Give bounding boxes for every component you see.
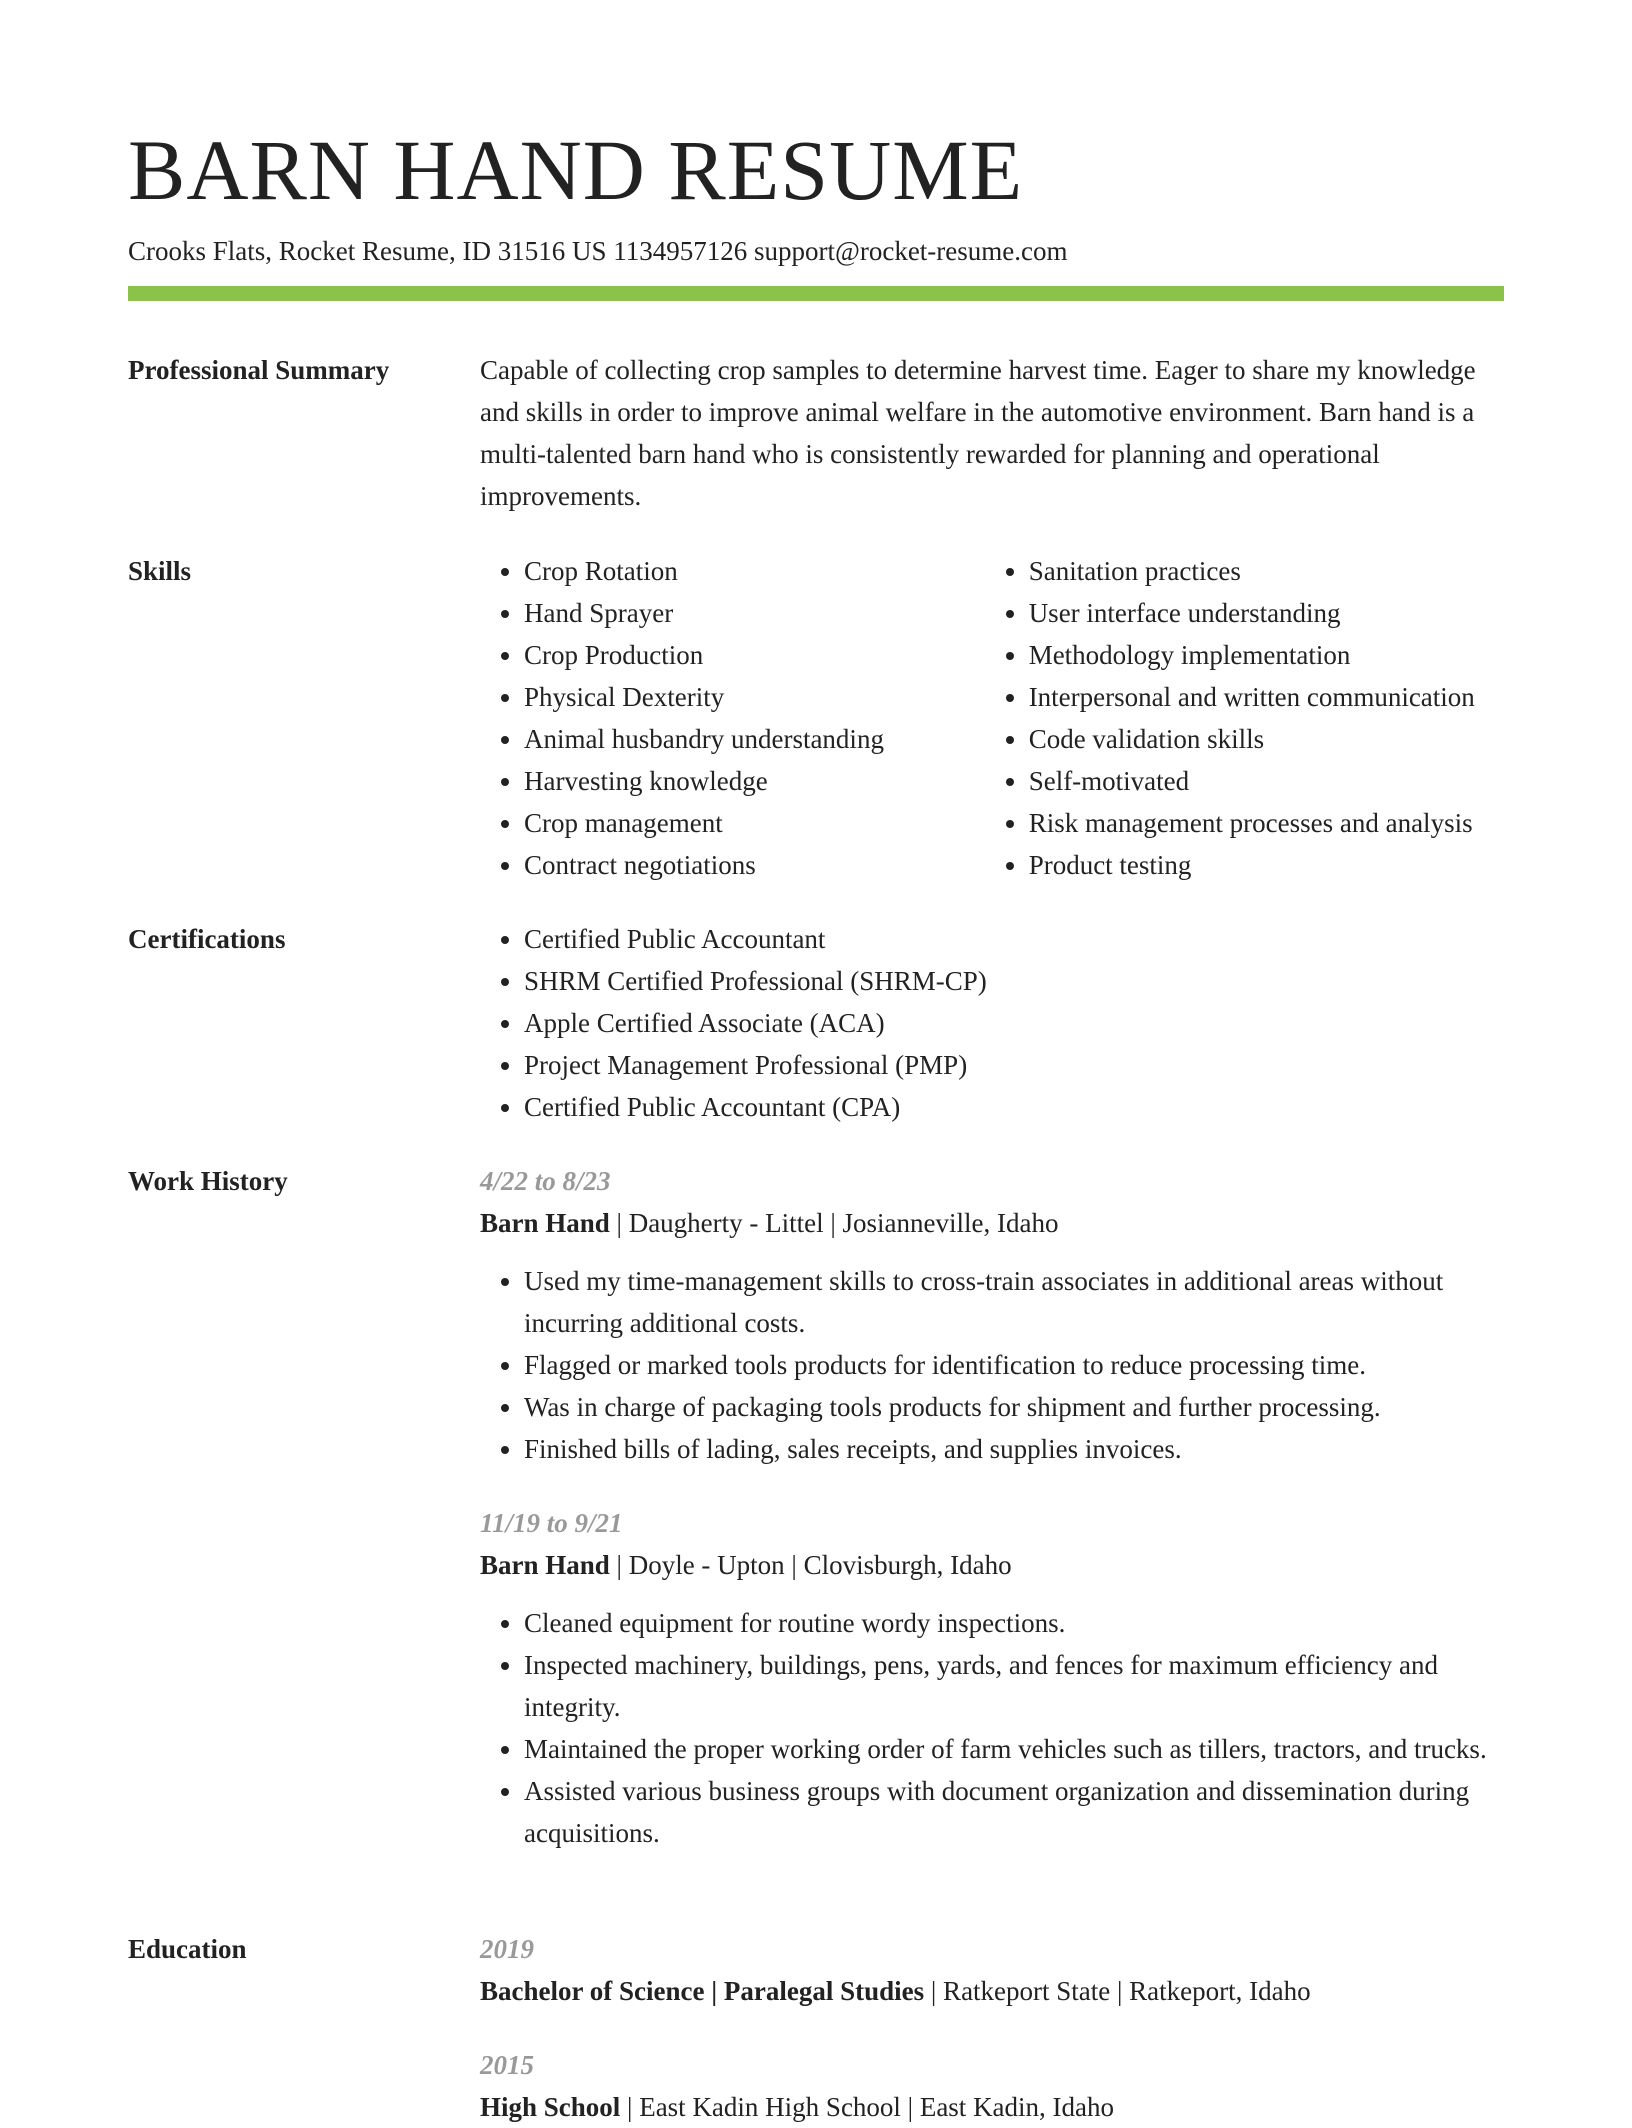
- skill-item: • User interface understanding: [1029, 592, 1504, 634]
- job-dates: 4/22 to 8/23: [480, 1166, 611, 1196]
- education-details: | East Kadin High School | East Kadin, Idaho: [620, 2092, 1115, 2122]
- skills-label: Skills: [128, 556, 192, 586]
- education-entry: [480, 2044, 1504, 2128]
- work-history-body-2: [480, 1502, 1504, 1854]
- job-bullet: • Cleaned equipment for routine wordy inspections.: [524, 1602, 1504, 1644]
- job-entry: [480, 1502, 1504, 1854]
- education-label: Education: [128, 1934, 247, 1964]
- job-bullet: • Finished bills of lading, sales receipts, and supplies invoices.: [524, 1428, 1504, 1470]
- skill-item: • Methodology implementation: [1029, 634, 1504, 676]
- job-details: | Doyle - Upton | Clovisburgh, Idaho: [609, 1550, 1012, 1580]
- summary-label: Professional Summary: [128, 355, 390, 385]
- skill-item: • Contract negotiations: [524, 844, 985, 886]
- education-degree: High School: [480, 2092, 621, 2122]
- skill-item: • Crop management: [524, 802, 985, 844]
- skill-item: • Self-motivated: [1029, 760, 1504, 802]
- certification-item: • Certified Public Accountant: [524, 918, 1504, 960]
- job-entry: [480, 1160, 1504, 1470]
- contact-line: Crooks Flats, Rocket Resume, ID 31516 US 1134957126 support@rocket-resume.com: [128, 236, 1068, 266]
- education-degree: Bachelor of Science | Paralegal Studies: [480, 1976, 925, 2006]
- skill-item: • Interpersonal and written communication: [1029, 676, 1504, 718]
- certifications-label: Certifications: [128, 924, 286, 954]
- certification-item: • Certified Public Accountant (CPA): [524, 1086, 1504, 1128]
- skill-item: • Crop Rotation: [524, 550, 985, 592]
- certifications-list: [480, 918, 1504, 1128]
- work-history-label: Work History: [128, 1166, 288, 1196]
- skill-item: • Physical Dexterity: [524, 676, 985, 718]
- resume-header: [128, 120, 1504, 268]
- job-bullet: • Inspected machinery, buildings, pens, yards, and fences for maximum efficiency and integrity.: [524, 1644, 1504, 1728]
- skill-item: • Animal husbandry understanding: [524, 718, 985, 760]
- education-heading: [480, 2086, 1504, 2128]
- job-details: | Daugherty - Littel | Josianneville, Idaho: [609, 1208, 1059, 1238]
- job-heading: [480, 1202, 1504, 1244]
- skill-item: • Product testing: [1029, 844, 1504, 886]
- job-bullets: [480, 1602, 1504, 1854]
- work-history-body: [480, 1160, 1504, 1470]
- job-bullet: • Maintained the proper working order of farm vehicles such as tillers, tractors, and trucks.: [524, 1728, 1504, 1770]
- education-year: 2019: [480, 1934, 534, 1964]
- skill-item: • Sanitation practices: [1029, 550, 1504, 592]
- certification-item: • Project Management Professional (PMP): [524, 1044, 1504, 1086]
- skills-columns: [480, 550, 1504, 886]
- certification-item: • Apple Certified Associate (ACA): [524, 1002, 1504, 1044]
- job-bullets: [480, 1260, 1504, 1470]
- accent-divider: [128, 286, 1504, 301]
- job-bullet: • Was in charge of packaging tools products for shipment and further processing.: [524, 1386, 1504, 1428]
- summary-text: Capable of collecting crop samples to determine harvest time. Eager to share my knowledge and skills in order to improve animal welfare in the automotive environment. Barn hand is a multi-talented barn hand who is consistently rewarded for planning and operational improvements.: [480, 355, 1476, 511]
- education-year: 2015: [480, 2050, 534, 2080]
- resume-title: BARN HAND RESUME: [128, 122, 1024, 218]
- job-heading: [480, 1544, 1504, 1586]
- skills-list-right: [985, 550, 1504, 886]
- skill-item: • Risk management processes and analysis: [1029, 802, 1504, 844]
- job-title: Barn Hand: [480, 1550, 610, 1580]
- skill-item: • Hand Sprayer: [524, 592, 985, 634]
- education-body: [480, 1928, 1504, 2128]
- job-title: Barn Hand: [480, 1208, 610, 1238]
- skill-item: • Crop Production: [524, 634, 985, 676]
- certification-item: • SHRM Certified Professional (SHRM-CP): [524, 960, 1504, 1002]
- job-bullet: • Flagged or marked tools products for identification to reduce processing time.: [524, 1344, 1504, 1386]
- job-bullet: • Assisted various business groups with document organization and dissemination during acquisitions.: [524, 1770, 1504, 1854]
- skill-item: • Harvesting knowledge: [524, 760, 985, 802]
- job-bullet: • Used my time-management skills to cross-train associates in additional areas without incurring additional costs.: [524, 1260, 1504, 1344]
- education-heading: [480, 1970, 1504, 2012]
- education-details: | Ratkeport State | Ratkeport, Idaho: [924, 1976, 1311, 2006]
- skill-item: • Code validation skills: [1029, 718, 1504, 760]
- education-entry: [480, 1928, 1504, 2012]
- job-dates: 11/19 to 9/21: [480, 1508, 623, 1538]
- certifications-body: [480, 918, 1504, 1128]
- skills-list-left: [480, 550, 985, 886]
